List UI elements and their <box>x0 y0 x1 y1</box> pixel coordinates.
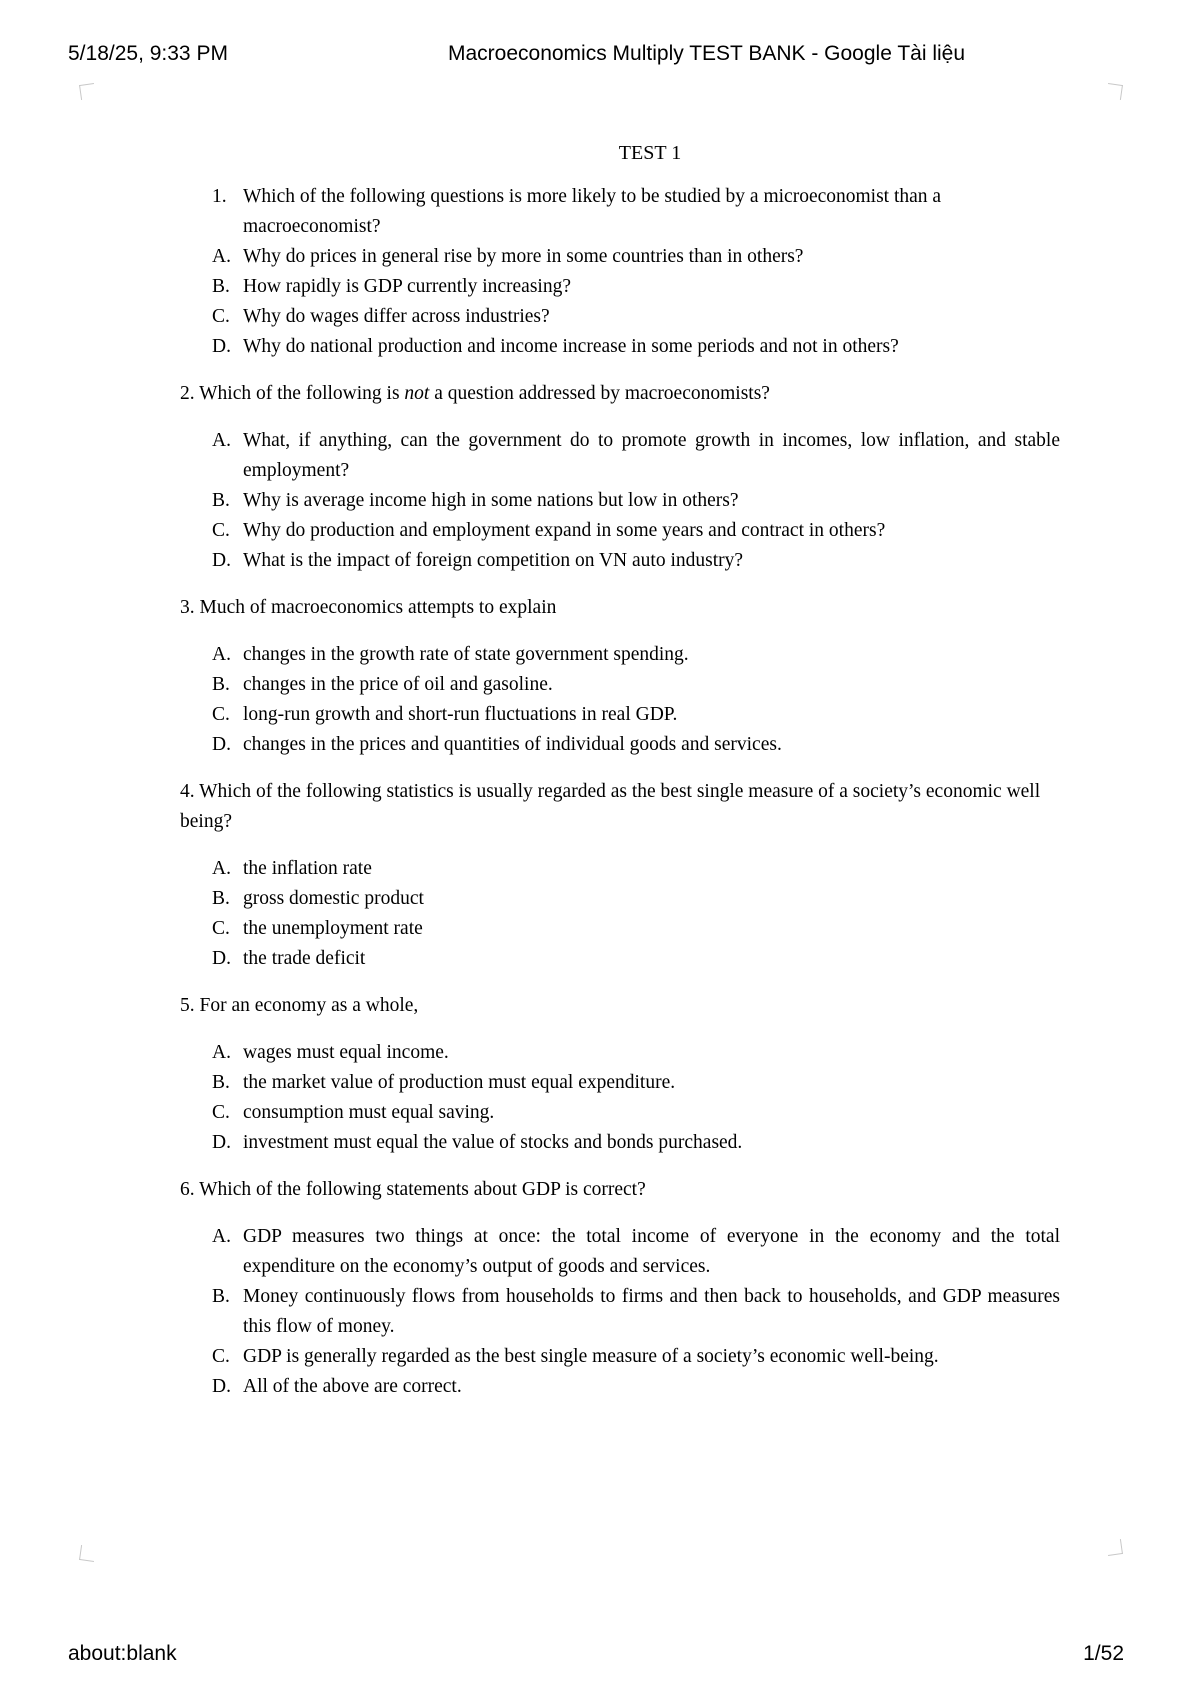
option-text: changes in the prices and quantities of individual goods and services. <box>243 734 782 755</box>
answer-options <box>180 1222 1060 1402</box>
answer-option-b <box>180 1282 1060 1342</box>
question-number: 5. <box>180 995 195 1016</box>
question-6 <box>180 1175 1060 1402</box>
option-letter: D. <box>212 734 231 755</box>
crop-mark-top-left <box>79 83 96 100</box>
answer-option-b <box>180 670 1060 700</box>
option-text: What is the impact of foreign competition on VN auto industry? <box>243 550 744 571</box>
question-number: 1. <box>212 186 227 207</box>
question-stem <box>180 991 1060 1021</box>
option-text: the trade deficit <box>243 948 366 969</box>
question-stem <box>180 777 1060 837</box>
question-number: 4. <box>180 781 195 802</box>
option-letter: A. <box>212 1226 231 1247</box>
option-letter: B. <box>212 1286 230 1307</box>
option-text: Why is average income high in some nations but low in others? <box>243 490 739 511</box>
question-text-emphasis: not <box>404 383 430 404</box>
option-letter: A. <box>212 430 231 451</box>
option-text: Why do national production and income increase in some periods and not in others? <box>243 336 899 357</box>
option-letter: D. <box>212 1132 231 1153</box>
answer-option-d <box>180 1372 1060 1402</box>
option-letter: C. <box>212 918 230 939</box>
question-3 <box>180 593 1060 760</box>
answer-option-c <box>180 1342 1060 1372</box>
answer-options <box>180 640 1060 760</box>
option-letter: C. <box>212 520 230 541</box>
answer-option-a <box>180 854 1060 884</box>
question-2 <box>180 379 1060 576</box>
answer-options <box>180 854 1060 974</box>
option-letter: D. <box>212 336 231 357</box>
answer-option-b <box>180 884 1060 914</box>
question-number: 3. <box>180 597 195 618</box>
option-text: changes in the growth rate of state government spending. <box>243 644 689 665</box>
option-letter: B. <box>212 888 230 909</box>
question-text-after: a question addressed by macroeconomists? <box>434 383 770 404</box>
answer-option-c <box>180 914 1060 944</box>
option-letter: D. <box>212 948 231 969</box>
question-text: Which of the following statements about GDP is correct? <box>199 1179 646 1200</box>
option-text: GDP is generally regarded as the best single measure of a society’s economic well-being. <box>243 1346 939 1367</box>
answer-option-d <box>180 332 1060 362</box>
question-number: 6. <box>180 1179 195 1200</box>
document-body <box>180 138 1060 1419</box>
question-stem <box>180 379 1060 409</box>
question-stem <box>180 1175 1060 1205</box>
question-text: Which of the following questions is more likely to be studied by a microeconomist than a macroeconomist? <box>243 186 942 237</box>
option-letter: C. <box>212 704 230 725</box>
question-text: For an economy as a whole, <box>199 995 419 1016</box>
answer-option-c <box>180 516 1060 546</box>
option-letter: A. <box>212 1042 231 1063</box>
option-letter: B. <box>212 276 230 297</box>
option-letter: C. <box>212 306 230 327</box>
option-text: gross domestic product <box>243 888 424 909</box>
option-letter: A. <box>212 644 231 665</box>
answer-option-c <box>180 1098 1060 1128</box>
option-text: wages must equal income. <box>243 1042 449 1063</box>
print-header <box>68 42 1124 72</box>
question-number: 2. <box>180 383 195 404</box>
question-1 <box>180 182 1060 362</box>
answer-option-a <box>180 1222 1060 1282</box>
question-4 <box>180 777 1060 974</box>
answer-option-d <box>180 1128 1060 1158</box>
option-letter: A. <box>212 858 231 879</box>
answer-option-b <box>180 486 1060 516</box>
option-letter: D. <box>212 550 231 571</box>
answer-options <box>180 242 1060 362</box>
page-number: 1/52 <box>1083 1642 1124 1665</box>
page-title: TEST 1 <box>618 142 682 164</box>
print-document-title: Macroeconomics Multiply TEST BANK - Google Tài liệu <box>448 42 966 65</box>
print-url: about:blank <box>68 1642 177 1665</box>
option-letter: B. <box>212 490 230 511</box>
question-text: Much of macroeconomics attempts to explain <box>199 597 557 618</box>
option-text: All of the above are correct. <box>243 1376 462 1397</box>
option-text: the inflation rate <box>243 858 372 879</box>
option-text: Why do production and employment expand in some years and contract in others? <box>243 520 886 541</box>
option-letter: B. <box>212 674 230 695</box>
option-text: changes in the price of oil and gasoline. <box>243 674 553 695</box>
crop-mark-top-right <box>1106 83 1123 100</box>
question-5 <box>180 991 1060 1158</box>
option-letter: D. <box>212 1376 231 1397</box>
option-text: consumption must equal saving. <box>243 1102 495 1123</box>
option-letter: C. <box>212 1102 230 1123</box>
answer-option-b <box>180 272 1060 302</box>
option-text: Money continuously flows from households to firms and then back to households, and GDP measures this flow of money. <box>243 1286 1060 1337</box>
question-text-before: Which of the following is <box>199 383 400 404</box>
answer-option-b <box>180 1068 1060 1098</box>
question-stem <box>180 593 1060 623</box>
option-text: How rapidly is GDP currently increasing? <box>243 276 571 297</box>
answer-options <box>180 426 1060 576</box>
answer-option-a <box>180 1038 1060 1068</box>
print-datetime: 5/18/25, 9:33 PM <box>68 42 228 65</box>
answer-option-d <box>180 546 1060 576</box>
option-text: Why do wages differ across industries? <box>243 306 550 327</box>
option-text: Why do prices in general rise by more in some countries than in others? <box>243 246 804 267</box>
option-letter: A. <box>212 246 231 267</box>
option-text: long-run growth and short-run fluctuations in real GDP. <box>243 704 678 725</box>
question-stem <box>180 182 1060 242</box>
answer-option-a <box>180 640 1060 670</box>
question-text: Which of the following statistics is usually regarded as the best single measure of a society’s economic well being? <box>180 781 1041 832</box>
answer-option-d <box>180 730 1060 760</box>
crop-mark-bottom-right <box>1106 1539 1123 1556</box>
option-text: What, if anything, can the government do to promote growth in incomes, low inflation, and stable employment? <box>243 430 1060 481</box>
answer-options <box>180 1038 1060 1158</box>
print-footer <box>68 1642 1124 1672</box>
option-text: investment must equal the value of stocks and bonds purchased. <box>243 1132 743 1153</box>
answer-option-d <box>180 944 1060 974</box>
option-letter: B. <box>212 1072 230 1093</box>
option-text: the unemployment rate <box>243 918 423 939</box>
answer-option-a <box>180 426 1060 486</box>
answer-option-a <box>180 242 1060 272</box>
answer-option-c <box>180 302 1060 332</box>
option-text: GDP measures two things at once: the total income of everyone in the economy and the total expenditure on the economy’s output of goods and services. <box>243 1226 1060 1277</box>
option-text: the market value of production must equal expenditure. <box>243 1072 676 1093</box>
option-letter: C. <box>212 1346 230 1367</box>
crop-mark-bottom-left <box>79 1545 96 1562</box>
answer-option-c <box>180 700 1060 730</box>
